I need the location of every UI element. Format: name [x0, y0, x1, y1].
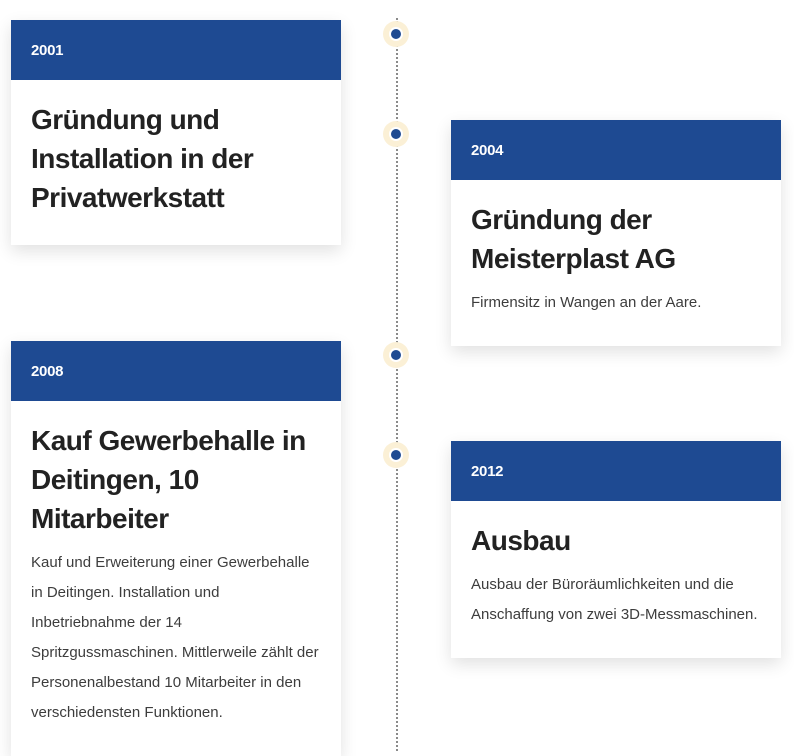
card-body	[451, 180, 781, 346]
timeline-card-2004	[451, 120, 781, 346]
card-year: 2001	[11, 20, 341, 80]
card-text: Ausbau der Büroräumlichkeiten und die Anschaffung von zwei 3D-Messmaschinen.	[471, 576, 758, 623]
card-year: 2008	[11, 341, 341, 401]
card-body	[451, 501, 781, 658]
card-year: 2012	[451, 441, 781, 501]
card-title: Gründung und Installation in der Privatwerkstatt	[31, 104, 254, 213]
card-text: Firmensitz in Wangen an der Aare.	[471, 294, 702, 311]
card-body	[11, 80, 341, 245]
timeline-dot-2004	[383, 121, 409, 147]
timeline-dot-2008	[383, 342, 409, 368]
timeline-dot-2001	[383, 21, 409, 47]
timeline-dot-2012	[383, 442, 409, 468]
card-year: 2004	[451, 120, 781, 180]
card-title: Gründung der Meisterplast AG	[471, 204, 676, 274]
card-title: Kauf Gewerbehalle in Deitingen, 10 Mitarbeiter	[31, 425, 306, 534]
card-text: Kauf und Erweiterung einer Gewerbehalle in Deitingen. Installation und Inbetriebnahme der 14 Spritzgussmaschinen. Mittlerweile zählt der Personenalbestand 10 Mitarbeiter in den verschiedensten Funktionen.	[31, 554, 319, 721]
card-title: Ausbau	[471, 525, 571, 556]
timeline-card-2012	[451, 441, 781, 658]
timeline-card-2001	[11, 20, 341, 245]
card-body	[11, 401, 341, 756]
timeline-card-2008	[11, 341, 341, 756]
